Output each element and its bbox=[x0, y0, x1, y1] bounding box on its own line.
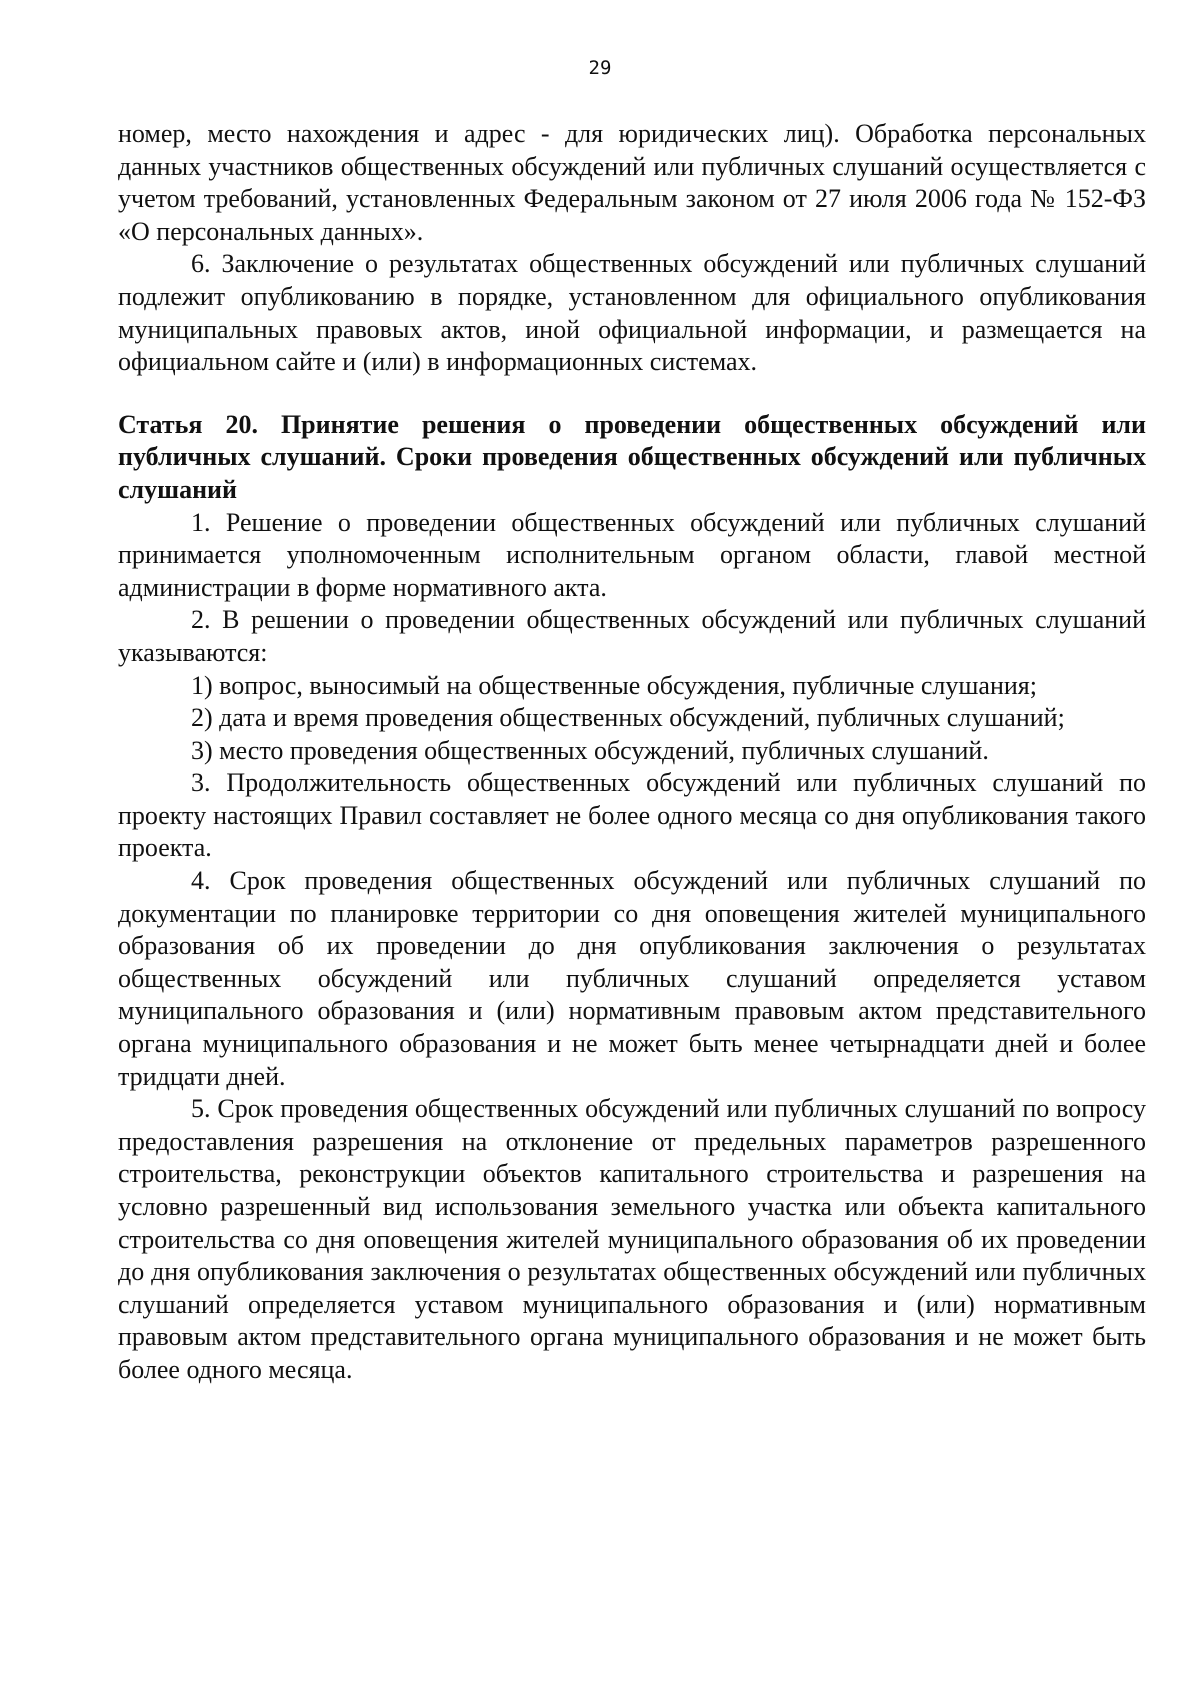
paragraph-item-2: 2. В решении о проведении общественных обсуждений или публичных слушаний указываются: bbox=[118, 605, 1146, 667]
article-heading: Статья 20. Принятие решения о проведении общественных обсуждений или публичных слушаний. Сроки проведения общественных обсуждений или публичных слушаний bbox=[118, 409, 1146, 504]
paragraph-item-5: 5. Срок проведения общественных обсуждений или публичных слушаний по вопросу предоставления разрешения на отклонение от предельных параметров разрешенного строительства, реконструкции объектов капитального строительства и разрешения на условно разрешенный вид использования земельного участка или объекта капитального строительства со дня оповещения жителей муниципального образования об их проведении до дня опубликования заключения о результатах общественных обсуждений или публичных слушаний определяется уставом муниципального образования и (или) нормативным правовым актом представительного органа муниципального образования и не может быть более одного месяца. bbox=[118, 1094, 1146, 1384]
paragraph-item-6: 6. Заключение о результатах общественных обсуждений или публичных слушаний подлежит опубликованию в порядке, установленном для официального опубликования муниципальных правовых актов, иной официальной информации, и размещается на официальном сайте и (или) в информационных системах. bbox=[118, 249, 1146, 377]
document-body bbox=[118, 118, 1146, 1387]
subitem-2: 2) дата и время проведения общественных обсуждений, публичных слушаний; bbox=[191, 703, 1065, 733]
paragraph-item-3: 3. Продолжительность общественных обсуждений или публичных слушаний по проекту настоящих Правил составляет не более одного месяца со дня опубликования такого проекта. bbox=[118, 768, 1146, 863]
subitem-3: 3) место проведения общественных обсуждений, публичных слушаний. bbox=[191, 735, 989, 765]
paragraph-item-4: 4. Срок проведения общественных обсуждений или публичных слушаний по документации по планировке территории со дня оповещения жителей муниципального образования об их проведении до дня опубликования заключения о результатах общественных обсуждений или публичных слушаний определяется уставом муниципального образования и (или) нормативным правовым актом представительного органа муниципального образования и не может быть менее четырнадцати дней и более тридцати дней. bbox=[118, 866, 1146, 1091]
paragraph-continuation: номер, место нахождения и адрес - для юридических лиц). Обработка персональных данных участников общественных обсуждений или публичных слушаний осуществляется с учетом требований, установленных Федеральным законом от 27 июля 2006 года № 152-ФЗ «О персональных данных». bbox=[118, 119, 1146, 246]
page-number: 29 bbox=[588, 57, 612, 79]
subitem-1: 1) вопрос, выносимый на общественные обсуждения, публичные слушания; bbox=[191, 670, 1037, 700]
paragraph-item-1: 1. Решение о проведении общественных обсуждений или публичных слушаний принимается уполномоченным исполнительным органом области, главой местной администрации в форме нормативного акта. bbox=[118, 507, 1146, 602]
